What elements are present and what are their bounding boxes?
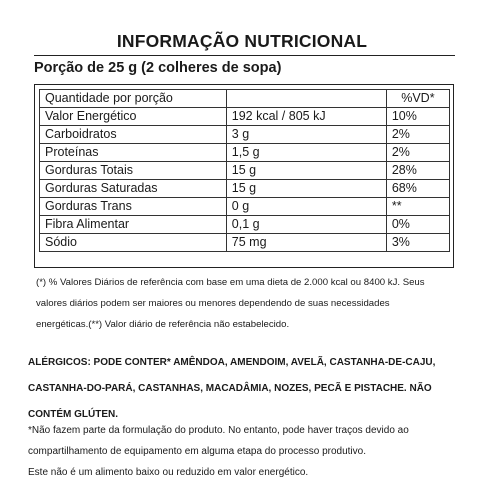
footnote-line: valores diários podem ser maiores ou menores dependendo de suas necessidades: [36, 298, 390, 309]
nutrient-amount: 15 g: [226, 162, 386, 180]
nutrient-amount: 1,5 g: [226, 144, 386, 162]
nutrient-dv: 68%: [386, 180, 449, 198]
table-row: [40, 162, 450, 180]
nutrient-name: Gorduras Trans: [40, 198, 227, 216]
header-cell-value: [226, 90, 386, 108]
page-title: INFORMAÇÃO NUTRICIONAL: [116, 31, 368, 51]
nutrient-dv: 28%: [386, 162, 449, 180]
title-divider: [34, 55, 455, 56]
nutrient-dv: **: [386, 198, 449, 216]
allergen-warning: [28, 350, 468, 428]
nutrient-amount: 3 g: [226, 126, 386, 144]
nutrient-dv: 10%: [386, 108, 449, 126]
daily-value-footnote: [36, 272, 456, 335]
table-row: [40, 234, 450, 252]
nutrient-amount: 0,1 g: [226, 216, 386, 234]
note-line: Este não é um alimento baixo ou reduzido em valor energético.: [28, 467, 309, 478]
nutrition-table: [39, 89, 450, 252]
nutrient-name: Fibra Alimentar: [40, 216, 227, 234]
nutrient-name: Proteínas: [40, 144, 227, 162]
table-row: [40, 108, 450, 126]
header-cell-dv: %VD*: [386, 90, 449, 108]
table-row: [40, 216, 450, 234]
table-header-row: [40, 90, 450, 108]
note-line: *Não fazem parte da formulação do produto. No entanto, pode haver traços devido ao: [28, 425, 409, 436]
footnote-line: energéticas.(**) Valor diário de referência não estabelecido.: [36, 319, 290, 330]
nutrient-amount: 0 g: [226, 198, 386, 216]
nutrient-name: Carboidratos: [40, 126, 227, 144]
trace-notes: [28, 420, 468, 483]
nutrient-name: Valor Energético: [40, 108, 227, 126]
table-row: [40, 180, 450, 198]
nutrient-dv: 2%: [386, 126, 449, 144]
nutrient-amount: 75 mg: [226, 234, 386, 252]
nutrient-name: Gorduras Totais: [40, 162, 227, 180]
note-line: compartilhamento de equipamento em alguma etapa do processo produtivo.: [28, 446, 366, 457]
nutrient-amount: 192 kcal / 805 kJ: [226, 108, 386, 126]
allergen-line: CONTÉM GLÚTEN.: [28, 409, 118, 420]
nutrient-dv: 3%: [386, 234, 449, 252]
nutrient-dv: 2%: [386, 144, 449, 162]
nutrient-dv: 0%: [386, 216, 449, 234]
portion-size: Porção de 25 g (2 colheres de sopa): [34, 60, 282, 76]
nutrient-name: Gorduras Saturadas: [40, 180, 227, 198]
table-row: [40, 144, 450, 162]
allergen-line: CASTANHA-DO-PARÁ, CASTANHAS, MACADÂMIA, NOZES, PECÃ E PISTACHE. NÃO: [28, 383, 432, 394]
nutrient-name: Sódio: [40, 234, 227, 252]
table-row: [40, 198, 450, 216]
table-row: [40, 126, 450, 144]
nutrient-amount: 15 g: [226, 180, 386, 198]
header-cell-amount: Quantidade por porção: [40, 90, 227, 108]
footnote-line: (*) % Valores Diários de referência com base em uma dieta de 2.000 kcal ou 8400 kJ. Seus: [36, 277, 425, 288]
allergen-line: ALÉRGICOS: PODE CONTER* AMÊNDOA, AMENDOIM, AVELÃ, CASTANHA-DE-CAJU,: [28, 357, 436, 368]
